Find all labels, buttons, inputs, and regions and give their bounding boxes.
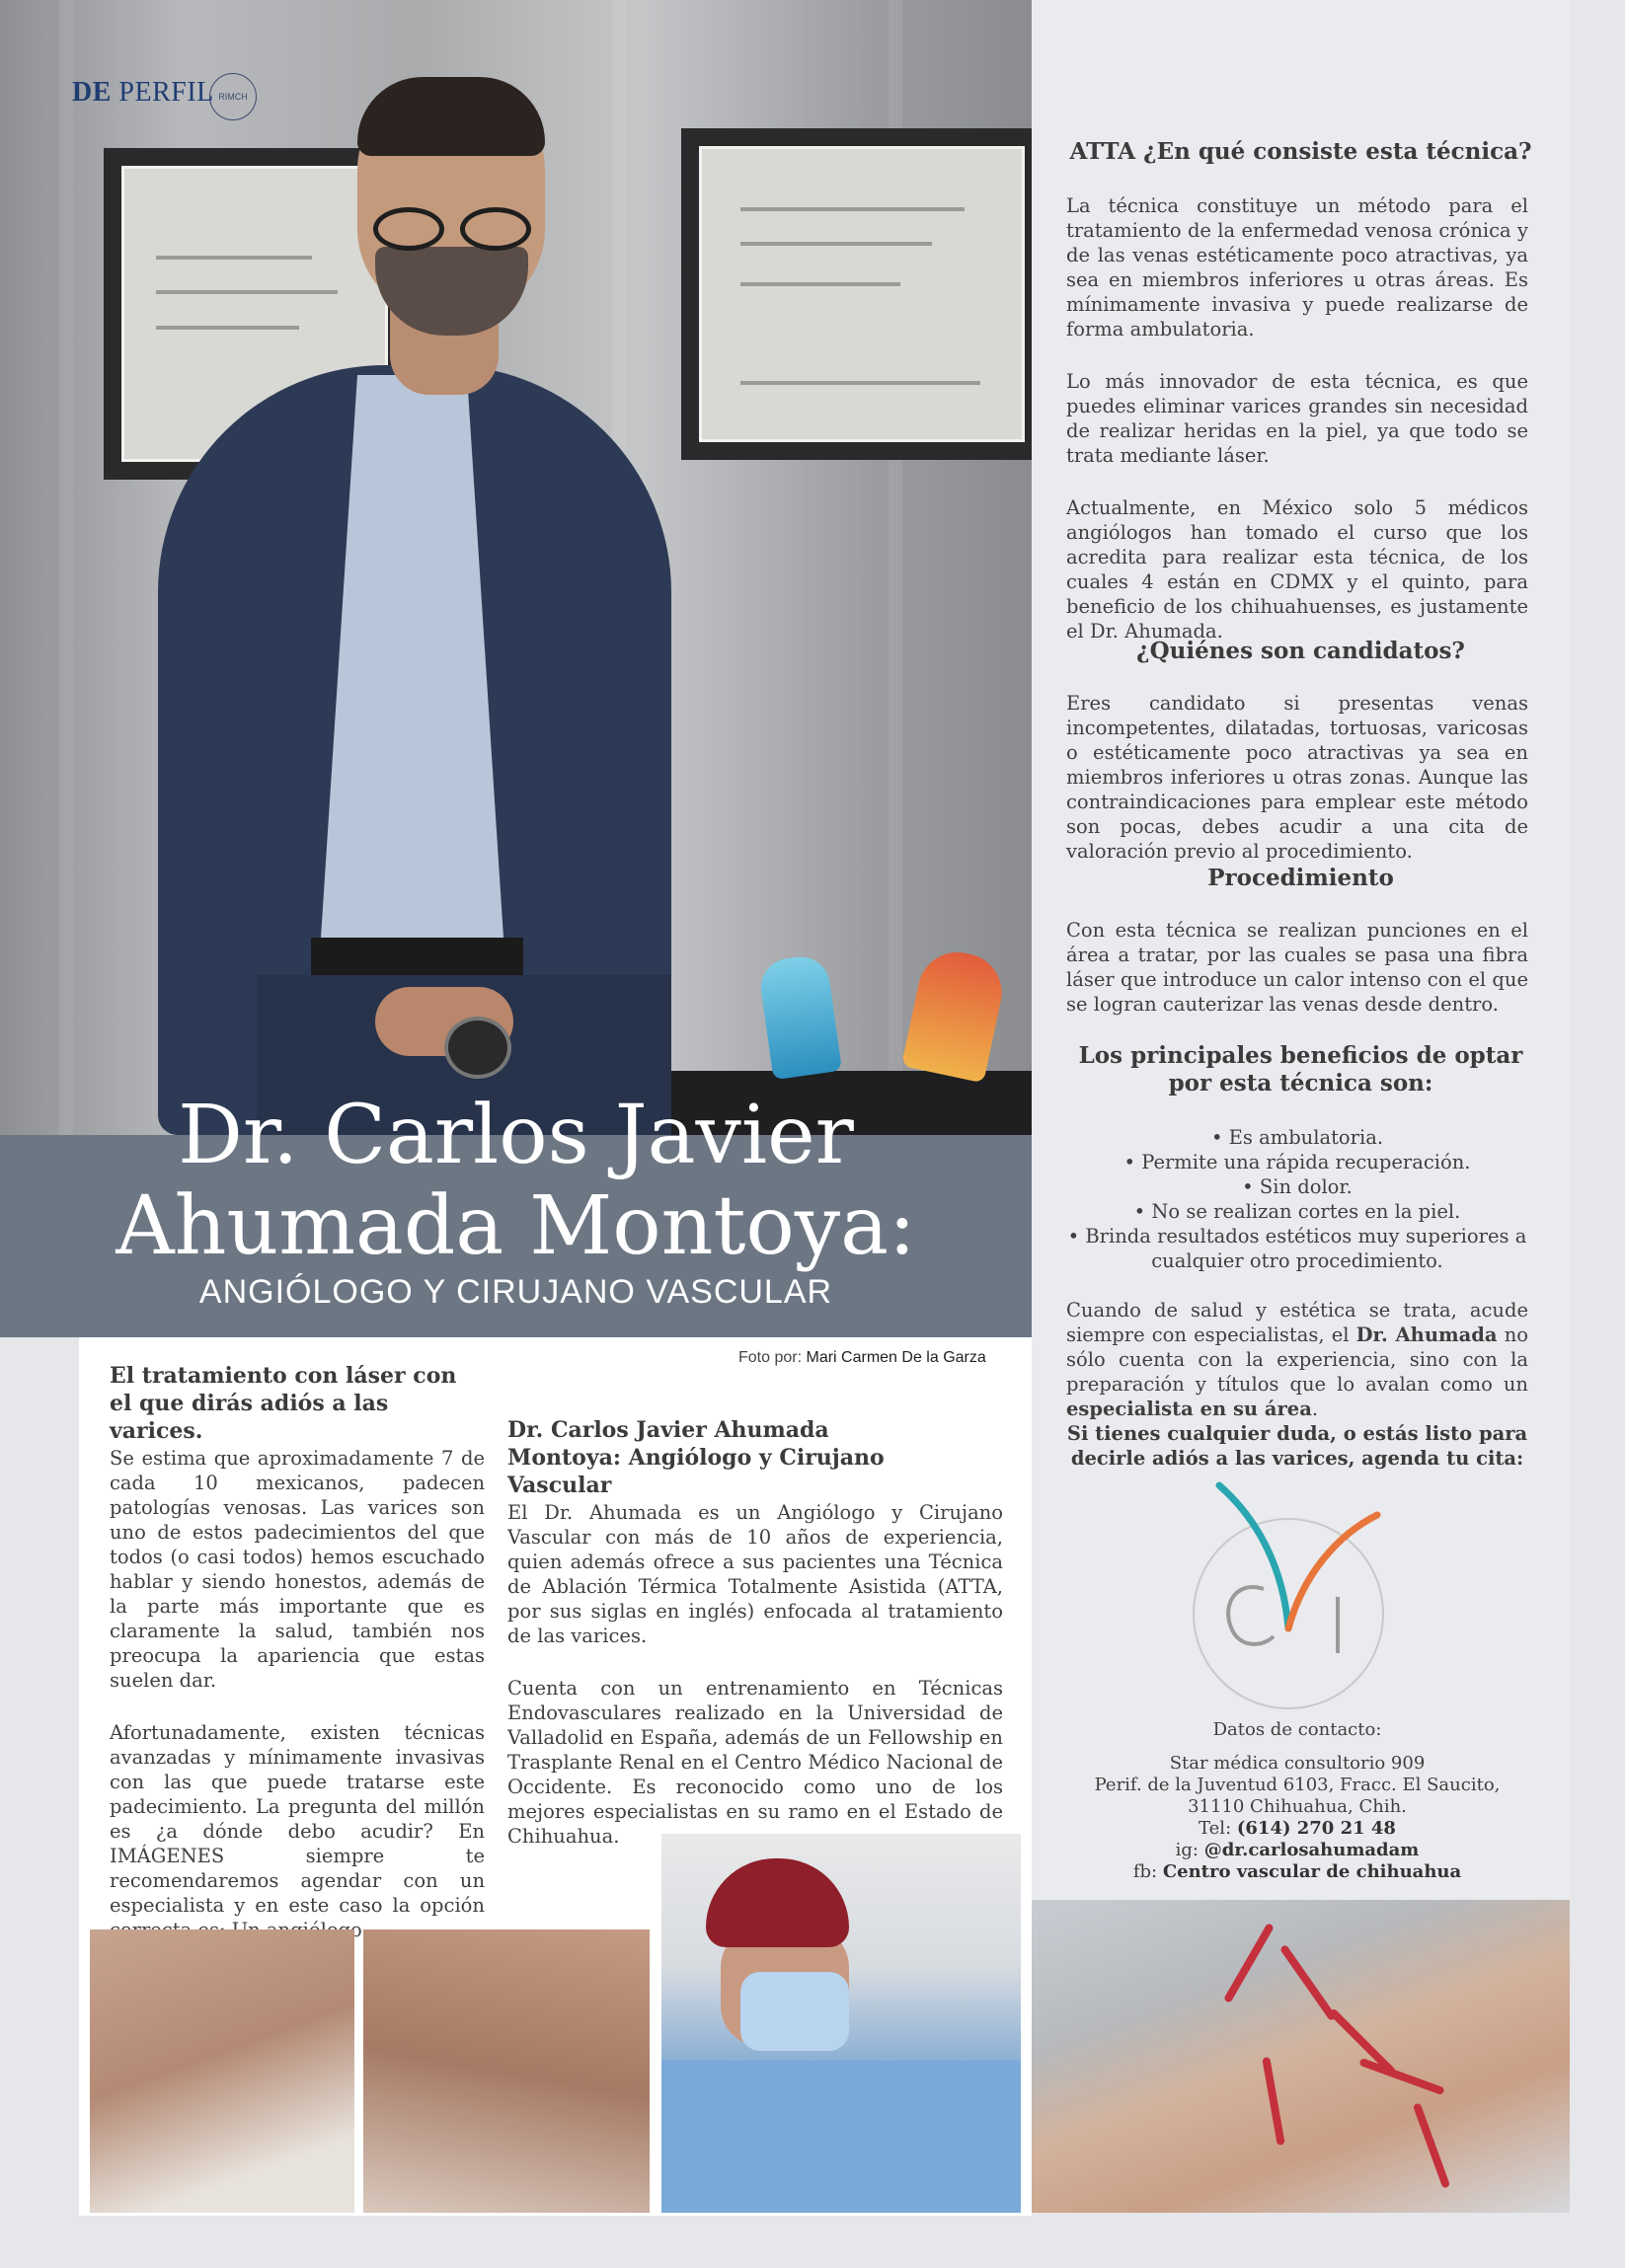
cv-clinic-logo bbox=[1190, 1480, 1392, 1717]
paragraph: Lo más innovador de esta técnica, es que puedes eliminar varices grandes sin necesidad de realizar heridas en la piel, ya que todo se trata mediante láser. bbox=[1066, 370, 1528, 467]
contact-label: Datos de contacto: bbox=[1212, 1719, 1382, 1740]
page-title bbox=[0, 1091, 1032, 1272]
artery-model-red bbox=[901, 945, 1009, 1084]
laser-procedure-photo bbox=[1032, 1900, 1570, 2213]
page-subtitle: ANGIÓLOGO Y CIRUJANO VASCULAR bbox=[198, 1273, 833, 1311]
paragraph: La técnica constituye un método para el tratamiento de la enfermedad venosa crónica y de las venas estéticamente poco atractivas, ya sea en miembros inferiores u otras áreas. Es mínimamente invasiva y puede realizarse de forma ambulatoria. bbox=[1066, 194, 1528, 340]
magazine-seal-logo: RIMCH bbox=[209, 73, 257, 120]
atta-title: ATTA ¿En qué consiste esta técnica? bbox=[1069, 138, 1532, 165]
paragraph: El Dr. Ahumada es un Angiólogo y Cirujano Vascular con más de 10 años de experiencia, quien además ofrece a sus pacientes una Técnica de Ablación Térmica Totalmente Asistida (ATTA, por sus siglas en inglés) enfocada al tratamiento de las varices. bbox=[507, 1501, 1003, 1647]
doctor-belt bbox=[311, 938, 523, 975]
mid-article-body bbox=[507, 1500, 1003, 1876]
paragraph: Actualmente, en México solo 5 médicos angiólogos han tomado el curso que los acredita para realizar esta técnica, de los cuales 4 están en CDMX y el quinto, para beneficio de los chihuahuenses, es justamente el Dr. Ahumada. bbox=[1066, 496, 1528, 643]
title-band bbox=[0, 1089, 1032, 1337]
contact-address-line: Star médica consultorio 909 bbox=[1169, 1753, 1426, 1774]
atta-body bbox=[1066, 193, 1528, 671]
diploma-frame bbox=[681, 128, 1032, 460]
benefits-title: Los principales beneficios de optar por esta técnica son: bbox=[1078, 1042, 1523, 1096]
surgeon-photo bbox=[661, 1834, 1021, 2213]
vein-model-blue bbox=[757, 953, 842, 1081]
list-item: • No se realizan cortes en la piel. bbox=[1133, 1200, 1461, 1223]
section-label: DE PERFIL bbox=[72, 77, 214, 108]
left-article-body bbox=[110, 1446, 485, 1970]
contact-address-line: 31110 Chihuahua, Chih. bbox=[1188, 1796, 1407, 1817]
list-item: • Es ambulatoria. bbox=[1210, 1126, 1384, 1149]
candidates-body: Eres candidato si presentas venas incompetentes, dilatadas, tortuosas, varicosas o estéticamente poco atractivas ya sea en miembros inferiores u otras zonas. Aunque las contraindicaciones para emplear este método son pocas, debes acudir a una cita de valoración previo al procedimiento. bbox=[1066, 692, 1528, 863]
varicose-leg-photo bbox=[90, 1929, 354, 2213]
contact-phone: Tel: (614) 270 21 48 bbox=[1199, 1818, 1396, 1839]
wristwatch bbox=[444, 1017, 511, 1079]
candidates-title: ¿Quiénes son candidatos? bbox=[1136, 638, 1465, 664]
procedure-title: Procedimiento bbox=[1207, 865, 1394, 891]
left-article-heading: El tratamiento con láser con el que dirás adiós a las varices. bbox=[110, 1363, 457, 1444]
curtain-fold bbox=[59, 0, 73, 1135]
paragraph: Afortunadamente, existen técnicas avanzadas y mínimamente invasivas con las que puede tratarse este padecimiento. La pregunta del millón es ¿a dónde debo acudir? En IMÁGENES siempre te recomendaremos agendar con un especialista y en este caso la opción bbox=[110, 1721, 485, 1917]
photo-credit: Foto por: Mari Carmen De la Garza bbox=[738, 1349, 986, 1366]
benefits-list bbox=[1066, 1125, 1528, 1273]
list-item: • Permite una rápida recuperación. bbox=[1123, 1151, 1471, 1173]
contact-info bbox=[1066, 1719, 1528, 1883]
title-line-2: Ahumada Montoya: bbox=[116, 1179, 916, 1273]
doctor-glasses bbox=[365, 207, 538, 251]
hero-photo bbox=[0, 0, 1032, 1135]
paragraph: Se estima que aproximadamente 7 de cada 10 mexicanos, padecen patologías venosas. Las varices son uno de estos padecimientos del que todos (o casi todos) hemos escuchado hablar y siendo honestos, además de la parte más importante que es claramente la salud, también nos preocupa la apariencia que estas suelen dar. bbox=[110, 1447, 485, 1692]
contact-facebook: fb: Centro vascular de chihuahua bbox=[1132, 1861, 1462, 1882]
title-line-1: Dr. Carlos Javier bbox=[178, 1089, 854, 1182]
list-item: • Sin dolor. bbox=[1242, 1175, 1353, 1198]
closing-paragraph: Cuando de salud y estética se trata, acude siempre con especialistas, el Dr. Ahumada no sólo cuenta con la experiencia, sino con la preparación y títulos que lo avalan como un especialista en su área. bbox=[1066, 1299, 1529, 1420]
list-item: • Brinda resultados estéticos muy superiores a cualquier otro procedimiento. bbox=[1067, 1225, 1527, 1272]
call-to-action: Si tienes cualquier duda, o estás listo para decirle adiós a las varices, agenda tu cita: bbox=[1066, 1422, 1528, 1470]
paragraph: Cuenta con un entrenamiento en Técnicas Endovasculares realizado en la Universidad de Valladolid en España, además de un Fellowship en Trasplante Renal en el Centro Médico Nacional de Occidente. Es reconocido como uno de los mejores especialistas en su ramo en el Estado de Chihuahua. bbox=[507, 1677, 1003, 1848]
leg-knee-photo bbox=[363, 1929, 650, 2213]
contact-address-line: Perif. de la Juventud 6103, Fracc. El Saucito, bbox=[1094, 1775, 1501, 1795]
doctor-hair bbox=[357, 77, 545, 156]
mid-article-heading: Dr. Carlos Javier Ahumada Montoya: Angiólogo y Cirujano Vascular bbox=[507, 1417, 885, 1498]
procedure-body: Con esta técnica se realizan punciones en el área a tratar, por las cuales se pasa una fibra láser que introduce un calor intenso con el que se logran cauterizar las venas desde dentro. bbox=[1066, 919, 1528, 1016]
contact-instagram: ig: @dr.carlosahumadam bbox=[1175, 1840, 1420, 1860]
